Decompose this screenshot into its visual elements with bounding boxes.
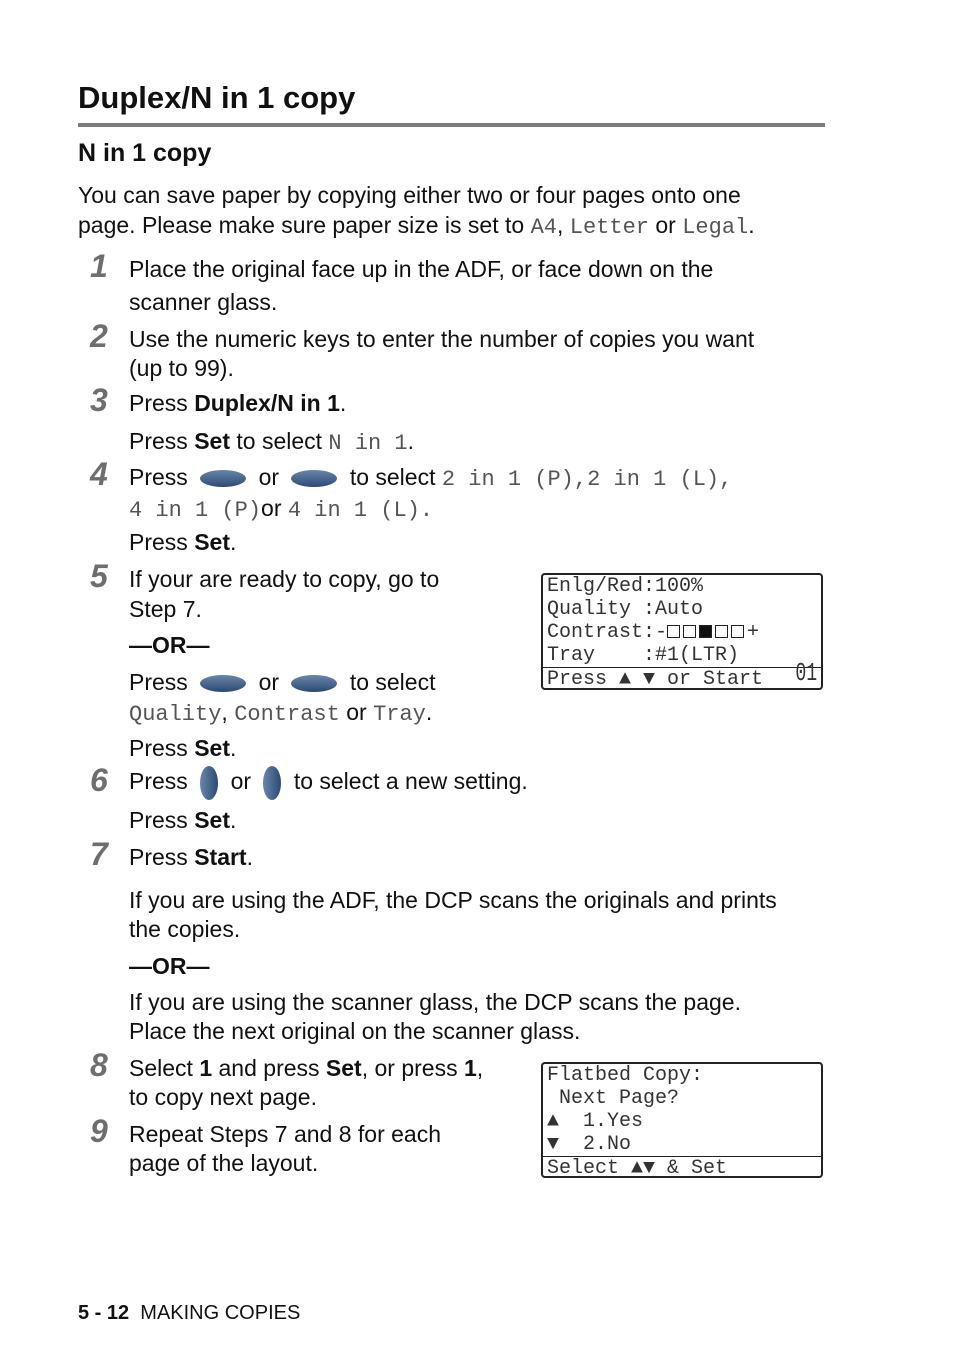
- or-text: or: [655, 212, 676, 238]
- or-separator: —OR—: [129, 953, 210, 979]
- select-text: Select: [129, 1055, 200, 1081]
- key-duplex: Duplex/N in 1: [194, 390, 340, 416]
- step-8-line-1: [129, 1053, 483, 1083]
- press-text: Press: [129, 735, 195, 761]
- key-1: 1: [463, 1055, 477, 1081]
- step-4-line-1: Press or to select 2 in 1 (P),2 in 1 (L),: [129, 464, 733, 492]
- step-number-2: 2: [90, 318, 108, 354]
- step-8-line-2: to copy next page.: [129, 1084, 317, 1110]
- lcd-badge: 01: [795, 658, 817, 688]
- period: .: [339, 390, 347, 416]
- contrast-step: [667, 625, 680, 638]
- step-number-1: 1: [90, 248, 108, 284]
- section-heading: N in 1 copy: [78, 139, 212, 167]
- lcd-plus: +: [747, 621, 760, 644]
- step-6-line-1: [129, 766, 528, 800]
- and-press-text: and press: [212, 1055, 326, 1081]
- page-footer: [78, 1302, 300, 1325]
- step-number-9: 9: [90, 1113, 108, 1149]
- lcd-contrast-label: Contrast:-: [547, 621, 668, 644]
- period: .: [748, 212, 755, 238]
- value-contrast: Contrast: [234, 702, 340, 727]
- up-arrow-button-icon: [200, 766, 218, 800]
- lcd-line: Flatbed Copy:: [547, 1064, 704, 1087]
- right-arrow-button-icon: [291, 470, 337, 487]
- step-7-para-1-line-1: If you are using the ADF, the DCP scans the originals and prints: [129, 887, 777, 913]
- step-number-6: 6: [90, 762, 108, 798]
- right-arrow-button-icon: [291, 675, 337, 692]
- or-text: or: [346, 699, 367, 725]
- size-letter: Letter: [569, 215, 649, 240]
- lcd-line: Tray :#1(LTR): [547, 644, 740, 667]
- or-text: or: [258, 669, 280, 695]
- press-text: Press: [129, 807, 195, 833]
- to-select-text: to select: [229, 428, 329, 454]
- or-separator: —OR—: [129, 632, 210, 658]
- step-5-line-1: If your are ready to copy, go to: [129, 566, 440, 592]
- step-9-line-2: page of the layout.: [129, 1150, 319, 1176]
- value-2in1p: 2 in 1 (P): [441, 467, 574, 492]
- step-5-line-2: Step 7.: [129, 596, 202, 622]
- page-title: Duplex/N in 1 copy: [78, 80, 356, 115]
- step-number-4: 4: [90, 456, 108, 492]
- key-set: Set: [325, 1055, 362, 1081]
- step-5-line-5: [129, 733, 236, 763]
- press-text: Press: [129, 428, 195, 454]
- period: .: [229, 735, 237, 761]
- or-text: or: [258, 464, 280, 490]
- comma: ,: [476, 1055, 484, 1081]
- step-number-7: 7: [90, 836, 108, 872]
- period: .: [407, 428, 415, 454]
- step-7-para-2-line-1: If you are using the scanner glass, the DCP scans the page.: [129, 989, 741, 1015]
- period: .: [425, 699, 433, 725]
- step-3-line-1: [129, 388, 346, 418]
- lcd-prompt: Press ▲ ▼ or Start: [547, 668, 764, 691]
- press-text: Press: [129, 464, 188, 490]
- value-quality: Quality: [129, 702, 222, 727]
- step-4-line-2: [129, 493, 433, 526]
- intro-line-2: [78, 210, 755, 243]
- key-start: Start: [194, 844, 247, 870]
- comma: ,: [556, 212, 564, 238]
- step-6-line-2: [129, 805, 236, 835]
- or-text: or: [230, 768, 252, 795]
- step-2-line-2: (up to 99).: [129, 355, 234, 381]
- press-text: Press: [129, 529, 195, 555]
- down-arrow-button-icon: [263, 766, 281, 800]
- step-7-para-2-line-2: Place the next original on the scanner glass.: [129, 1018, 581, 1044]
- size-a4: A4: [530, 215, 557, 240]
- contrast-step: [699, 625, 712, 638]
- title-rule: [78, 123, 825, 127]
- left-arrow-button-icon: [200, 675, 246, 692]
- value-tray: Tray: [373, 702, 426, 727]
- key-set: Set: [194, 529, 230, 555]
- period: .: [229, 807, 237, 833]
- step-9-line-1: Repeat Steps 7 and 8 for each: [129, 1121, 441, 1147]
- value-4in1p: 4 in 1 (P): [129, 498, 262, 523]
- footer-section: MAKING COPIES: [140, 1302, 301, 1324]
- period: .: [419, 498, 434, 523]
- step-3-line-2: [129, 426, 414, 459]
- key-set: Set: [194, 807, 230, 833]
- step-number-5: 5: [90, 558, 108, 594]
- press-text: Press: [129, 390, 195, 416]
- step-2-line-1: Use the numeric keys to enter the number of copies you want: [129, 326, 755, 352]
- key-set: Set: [194, 428, 230, 454]
- press-text: Press: [129, 768, 188, 795]
- contrast-step: [683, 625, 696, 638]
- step-number-8: 8: [90, 1047, 108, 1083]
- period: .: [246, 844, 253, 870]
- key-1: 1: [199, 1055, 213, 1081]
- value-n-in-1: N in 1: [328, 431, 408, 456]
- lcd-line: Next Page?: [547, 1087, 680, 1110]
- lcd-display-next-page: [541, 1062, 823, 1178]
- value-2in1l: 2 in 1 (L): [587, 467, 720, 492]
- contrast-step: [731, 625, 744, 638]
- left-arrow-button-icon: [200, 470, 246, 487]
- step-5-line-4: Quality, Contrast or Tray.: [129, 699, 433, 727]
- lcd-line: Quality :Auto: [547, 598, 704, 621]
- step-6-text: to select a new setting.: [293, 768, 528, 795]
- step-7-para-1-line-2: the copies.: [129, 916, 241, 942]
- lcd-line: ▼ 2.No: [547, 1133, 632, 1156]
- to-select-text: to select: [349, 464, 436, 490]
- lcd-line: [543, 658, 821, 691]
- contrast-step: [715, 625, 728, 638]
- or-press-text: , or press: [361, 1055, 464, 1081]
- lcd-display-settings: [541, 573, 823, 690]
- press-text: Press: [129, 844, 195, 870]
- value-4in1l: 4 in 1 (L): [287, 498, 420, 523]
- press-text: Press: [129, 669, 188, 695]
- lcd-line: Select ▲▼ & Set: [543, 1156, 821, 1180]
- lcd-contrast-line: [543, 621, 821, 644]
- step-1-line-1: Place the original face up in the ADF, or face down on the: [129, 256, 714, 282]
- contrast-bar: [667, 621, 747, 644]
- period: .: [229, 529, 237, 555]
- intro-text: page. Please make sure paper size is set to: [78, 212, 531, 238]
- or-text: or: [261, 495, 282, 521]
- step-4-line-3: [129, 527, 236, 557]
- intro-line-1: You can save paper by copying either two or four pages onto one: [78, 182, 741, 208]
- step-1-line-2: scanner glass.: [129, 289, 278, 315]
- lcd-line: Enlg/Red:100%: [547, 575, 704, 598]
- step-5-line-3: [129, 667, 435, 697]
- lcd-line: ▲ 1.Yes: [547, 1110, 644, 1133]
- size-legal: Legal: [682, 215, 749, 240]
- page-number: 5 - 12: [78, 1302, 130, 1324]
- step-7-line-1: [129, 842, 253, 872]
- key-set: Set: [194, 735, 230, 761]
- step-number-3: 3: [90, 382, 108, 418]
- to-select-text: to select: [349, 669, 436, 695]
